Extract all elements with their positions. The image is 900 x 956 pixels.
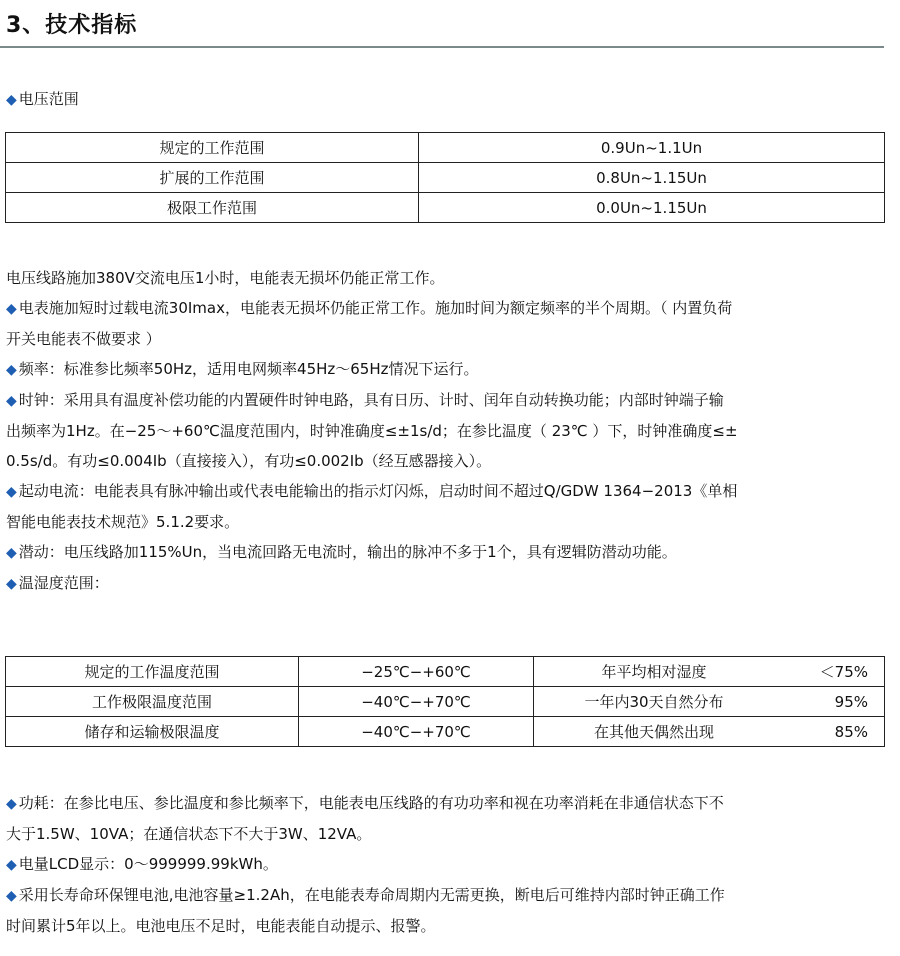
diamond-icon: ◆ [6,796,17,812]
diamond-icon: ◆ [6,362,17,378]
paragraph-line: 电压线路施加380V交流电压1小时，电能表无损坏仍能正常工作。 [6,269,445,287]
table-cell: 工作极限温度范围 [6,687,299,717]
voltage-range-title: 电压范围 [18,90,79,108]
diamond-icon: ◆ [6,484,17,500]
table-row [6,193,885,223]
paragraph [6,788,886,941]
paragraph-line: ◆ 时钟：采用具有温度补偿功能的内置硬件时钟电路，具有日历、计时、闰年自动转换功能；内部时钟端子输 [6,391,724,409]
table-row [6,133,885,163]
table-cell: 85% [774,717,885,747]
paragraph-line: 0.5s/d。有功≤0.004Ib（直接接入），有功≤0.002Ib（经互感器接入）。 [6,452,492,470]
diamond-icon: ◆ [6,301,17,317]
paragraph-line: 智能电能表技术规范》5.1.2要求。 [6,513,240,531]
paragraph [6,263,886,599]
voltage-range-title-line [6,84,886,115]
table-cell: 95% [774,687,885,717]
diamond-icon: ◆ [6,857,17,873]
table-cell: 0.9Un~1.1Un [419,133,885,163]
table-row [6,163,885,193]
table-row [6,687,885,717]
paragraph-line: 大于1.5W、10VA；在通信状态下不大于3W、12VA。 [6,825,372,843]
table-cell: 0.8Un~1.15Un [419,163,885,193]
paragraph-line: ◆ 起动电流：电能表具有脉冲输出或代表电能输出的指示灯闪烁，启动时间不超过Q/GDW 1364−2013《单相 [6,482,738,500]
table-row [6,717,885,747]
heading-divider [0,46,884,48]
paragraph-line: ◆ 温湿度范围： [6,574,109,592]
table-cell: 规定的工作温度范围 [6,657,299,687]
paragraph-line: ◆ 功耗：在参比电压、参比温度和参比频率下，电能表电压线路的有功功率和视在功率消耗在非通信状态下不 [6,794,724,812]
diamond-icon: ◆ [6,393,17,409]
paragraph-line: 时间累计5年以上。电池电压不足时，电能表能自动提示、报警。 [6,917,436,935]
table-cell: 0.0Un~1.15Un [419,193,885,223]
table-cell: −25℃−+60℃ [299,657,534,687]
diamond-icon: ◆ [6,92,17,108]
table-cell: 在其他天偶然出现 [534,717,775,747]
table-cell: 扩展的工作范围 [6,163,419,193]
voltage-range-table [5,132,885,223]
table-cell: ＜75% [774,657,885,687]
diamond-icon: ◆ [6,576,17,592]
paragraph-line: ◆ 频率：标准参比频率50Hz，适用电网频率45Hz～65Hz情况下运行。 [6,360,479,378]
paragraph-line: ◆ 潜动：电压线路加115%Un，当电流回路无电流时，输出的脉冲不多于1个，具有逻辑防潜动功能。 [6,543,677,561]
paragraph-line: 开关电能表不做要求 ） [6,330,161,348]
table-row [6,657,885,687]
table-cell: 规定的工作范围 [6,133,419,163]
diamond-icon: ◆ [6,888,17,904]
table-cell: 储存和运输极限温度 [6,717,299,747]
diamond-icon: ◆ [6,545,17,561]
paragraph-line: ◆ 电表施加短时过载电流30Imax，电能表无损坏仍能正常工作。施加时间为额定频率的半个周期。（ 内置负荷 [6,299,733,317]
table-cell: 年平均相对湿度 [534,657,775,687]
paragraph-line: ◆ 电量LCD显示：0～999999.99kWh。 [6,855,278,873]
table-cell: −40℃−+70℃ [299,687,534,717]
paragraph-line: 出频率为1Hz。在−25～+60℃温度范围内，时钟准确度≤±1s/d；在参比温度（ 23℃ ）下，时钟准确度≤± [6,422,738,440]
temperature-humidity-table [5,656,885,747]
table-cell: −40℃−+70℃ [299,717,534,747]
table-cell: 极限工作范围 [6,193,419,223]
table-cell: 一年内30天自然分布 [534,687,775,717]
section-heading: 3、技术指标 [6,13,138,38]
paragraph-line: ◆ 采用长寿命环保锂电池,电池容量≥1.2Ah，在电能表寿命周期内无需更换，断电后可维持内部时钟正确工作 [6,886,725,904]
